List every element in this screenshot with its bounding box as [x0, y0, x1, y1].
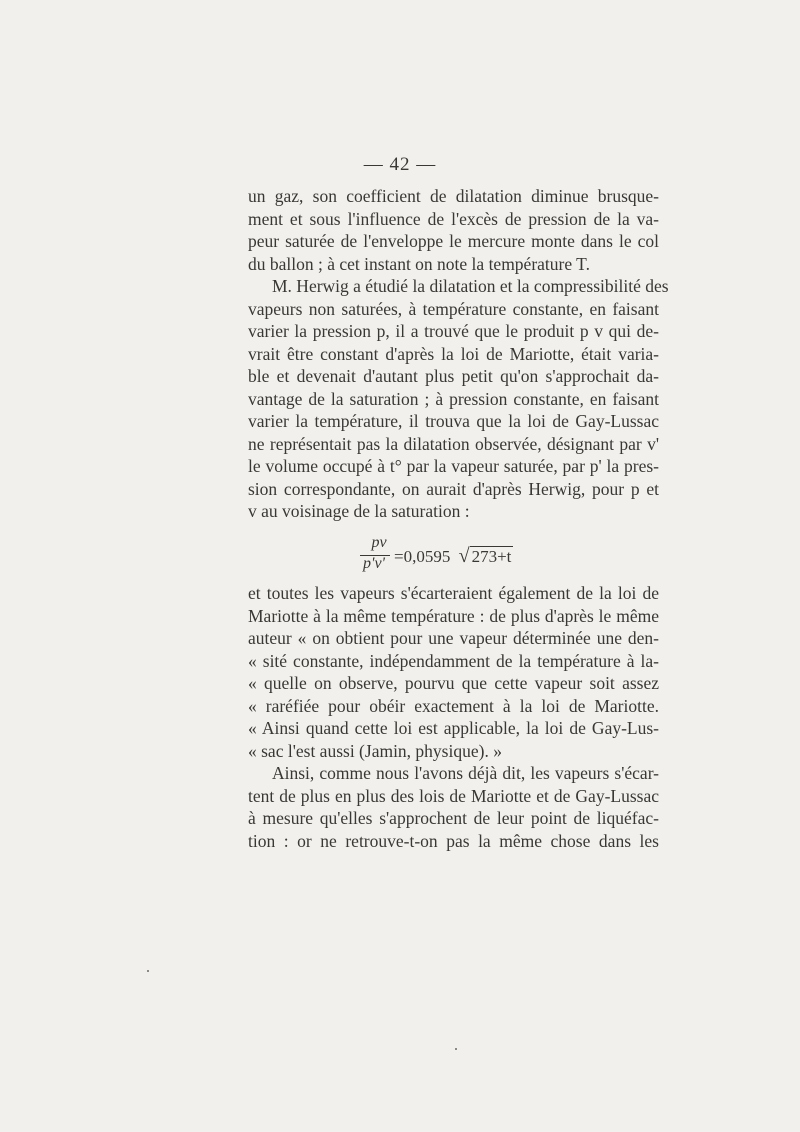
- text-line: vantage de la saturation ; à pression constante, en faisant: [248, 388, 659, 409]
- text-line: varier la pression p, il a trouvé que le produit p v qui de-: [248, 321, 659, 341]
- text-line: un gaz, son coefficient de dilatation diminue brusque-: [248, 186, 659, 206]
- text-line: vrait être constant d'après la loi de Mariotte, était varia-: [248, 343, 659, 364]
- text-line: le volume occupé à t° par la vapeur saturée, par p' la pres-: [248, 456, 659, 476]
- text-line: varier la température, il trouva que la loi de Gay-Lussac: [248, 411, 659, 431]
- text-line: vapeurs non saturées, à température constante, en faisant: [248, 298, 659, 319]
- formula-denominator: p'v': [363, 555, 385, 572]
- text-line: sion correspondante, on aurait d'après Herwig, pour p et: [248, 478, 659, 499]
- text-line: « Ainsi quand cette loi est applicable, la loi de Gay-Lus-: [248, 718, 659, 738]
- text-line: ne représentait pas la dilatation observée, désignant par v': [248, 433, 659, 454]
- text-line: Mariotte à la même température : de plus d'après le même: [248, 605, 659, 626]
- text-line: M. Herwig a étudié la dilatation et la compressibilité des: [272, 276, 669, 296]
- text-line: tent de plus en plus des lois de Mariotte et de Gay-Lussac: [248, 785, 659, 806]
- text-line: et toutes les vapeurs s'écarteraient également de la loi de: [248, 583, 659, 603]
- paper-speck: [455, 1048, 457, 1050]
- text-line: auteur « on obtient pour une vapeur déterminée une den-: [248, 628, 659, 648]
- text-line: Ainsi, comme nous l'avons déjà dit, les vapeurs s'écar-: [272, 763, 659, 783]
- text-line: peur saturée de l'enveloppe le mercure monte dans le col: [248, 231, 659, 251]
- text-line: « sité constante, indépendamment de la température à la-: [248, 650, 659, 671]
- text-line: v au voisinage de la saturation :: [248, 501, 470, 521]
- text-line: à mesure qu'elles s'approchent de leur point de liquéfac-: [248, 808, 659, 828]
- paragraph-block-lower: [248, 582, 659, 852]
- text-line: ble et devenait d'autant plus petit qu'on s'approchait da-: [248, 366, 659, 386]
- page-number: — 42 —: [363, 154, 437, 175]
- formula-right-side: [394, 545, 513, 568]
- formula-constant: =0,0595: [394, 547, 451, 566]
- formula: [356, 534, 556, 578]
- text-line: « raréfiée pour obéir exactement à la loi de Mariotte.: [248, 695, 659, 716]
- text-line: ment et sous l'influence de l'excès de pression de la va-: [248, 208, 659, 229]
- text-line: « sac l'est aussi (Jamin, physique). »: [248, 740, 502, 761]
- text-line: tion : or ne retrouve-t-on pas la même chose dans les: [248, 830, 659, 851]
- paragraph-block-upper: [248, 185, 669, 523]
- radical-sign: √: [458, 545, 470, 567]
- formula-numerator: pv: [371, 534, 387, 551]
- text-line: du ballon ; à cet instant on note la température T.: [248, 253, 590, 274]
- paper-speck: [147, 970, 149, 972]
- formula-radicand: 273+t: [471, 547, 512, 566]
- text-line: « quelle on observe, pourvu que cette vapeur soit assez: [248, 673, 659, 693]
